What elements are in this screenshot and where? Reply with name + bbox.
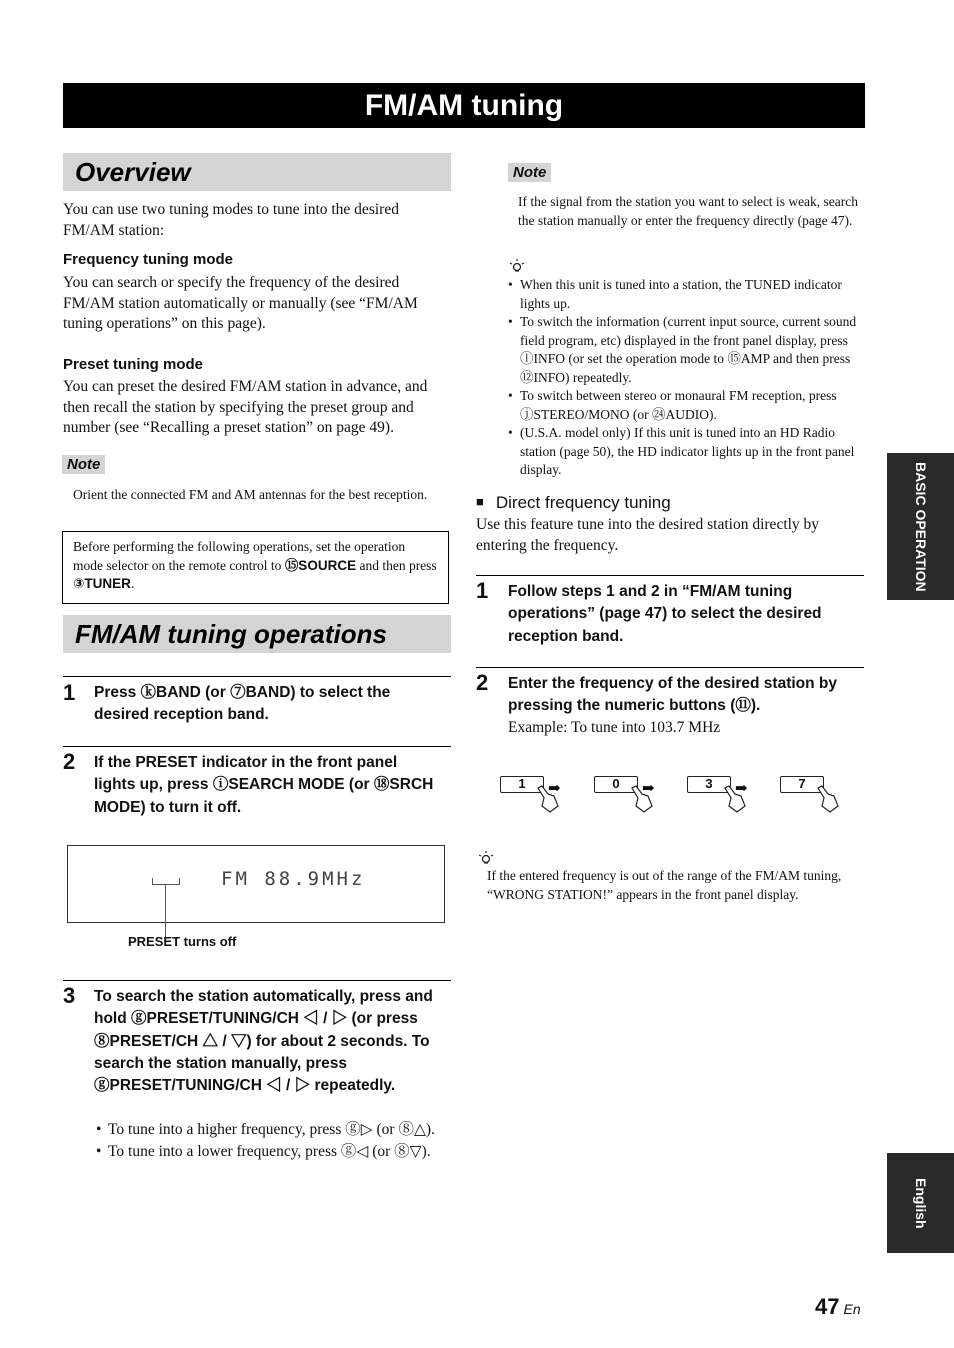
direct-step-2-text: Enter the frequency of the desired station by pressing the numeric buttons (⑪). [508, 675, 838, 715]
list-item: • To tune into a lower frequency, press ⓖ◁ (or ⑧▽). [96, 1142, 441, 1163]
display-readout: FM 88.9MHz [221, 868, 366, 890]
list-item: • To tune into a higher frequency, press ⓖ▷ (or ⑧△). [96, 1120, 441, 1141]
box-text-2: and then press [356, 557, 437, 573]
direct-tuning-heading: ■ Direct frequency tuning [476, 493, 671, 512]
pointing-hand-icon [814, 784, 840, 814]
arrow-right-icon: ➡ [735, 781, 748, 797]
pointing-hand-icon [534, 784, 560, 814]
numeric-key-3: 3 [687, 776, 731, 793]
tip-bulb-icon [477, 850, 495, 866]
source-key-label: ⑮SOURCE [284, 557, 357, 573]
list-item: • (U.S.A. model only) If this unit is tuned into an HD Radio station (page 50), the HD indicator lights up in the front panel display. [508, 424, 864, 480]
page-title: FM/AM tuning [63, 83, 865, 128]
list-item: • To switch the information (current input source, current sound field program, etc) displayed in the front panel display, press ⓛINFO (or set the operation mode to ⑮AMP and then press ⑫INFO) repeatedly. [508, 313, 864, 387]
pointing-hand-icon [721, 784, 747, 814]
pointing-hand-icon [628, 784, 654, 814]
preset-mode-heading: Preset tuning mode [63, 356, 204, 373]
numeric-key-7: 7 [780, 776, 824, 793]
arrow-right-icon: ➡ [548, 781, 561, 797]
step-number: 1 [476, 578, 489, 603]
box-text-3: . [130, 576, 135, 591]
display-caption: PRESET turns off [128, 934, 237, 949]
freq-mode-heading: Frequency tuning mode [63, 251, 234, 268]
operations-heading: FM/AM tuning operations [63, 615, 451, 653]
freq-mode-text: You can search or specify the frequency of the desired FM/AM station automatically or manually (see “FM/AM tuning operations” on this page). [63, 274, 418, 332]
tips-list [508, 276, 864, 480]
step-number: 3 [63, 983, 76, 1008]
note-label: Note [62, 455, 105, 474]
numeric-key-1: 1 [500, 776, 544, 793]
direct-step-1-text: Follow steps 1 and 2 in “FM/AM tuning operations” (page 47) to select the desired reception band. [508, 583, 822, 645]
step-3-bullets [96, 1120, 441, 1162]
direct-tuning-text: Use this feature tune into the desired station directly by entering the frequency. [476, 516, 820, 554]
step-divider [63, 980, 451, 981]
list-item: • When this unit is tuned into a station, the TUNED indicator lights up. [508, 276, 864, 313]
step-1-text: Press ⓚBAND (or ⑦BAND) to select the desired reception band. [94, 684, 391, 724]
callout-line [165, 884, 166, 939]
front-panel-display [67, 845, 445, 923]
example-text: Example: To tune into 103.7 MHz [508, 719, 721, 736]
tip-text: If the entered frequency is out of the range of the FM/AM tuning, “WRONG STATION!” appears in the front panel display. [487, 868, 842, 902]
language-tab: English [887, 1153, 954, 1253]
page-number: 47 En [815, 1294, 861, 1319]
step-divider [63, 746, 451, 747]
numeric-key-0: 0 [594, 776, 638, 793]
step-divider [476, 575, 864, 576]
overview-heading: Overview [63, 153, 451, 191]
square-bullet-icon: ■ [476, 494, 484, 509]
preset-indicator-bracket [152, 878, 180, 885]
key-sequence [500, 772, 845, 817]
arrow-right-icon: ➡ [642, 781, 655, 797]
remote-mode-box [62, 531, 449, 604]
tip-bulb-icon [508, 258, 526, 274]
step-number: 2 [63, 749, 76, 774]
step-2-text: If the PRESET indicator in the front panel lights up, press ⓘSEARCH MODE (or ⑱SRCH MODE) to turn it off. [94, 754, 434, 816]
list-item: • To switch between stereo or monaural FM reception, press ⓙSTEREO/MONO (or ㉔AUDIO). [508, 387, 864, 424]
preset-mode-text: You can preset the desired FM/AM station in advance, and then recall the station by specifying the preset group and number (see “Recalling a preset station” on page 49). [63, 378, 428, 436]
step-3-text: To search the station automatically, press and hold ⓖPRESET/TUNING/CH ◁ / ▷ (or press ⑧PRESET/CH △ / ▽) for about 2 seconds. To search the station manually, press ⓖPRESET/TUNING/CH ◁ / ▷ repeatedly. [94, 988, 433, 1095]
step-number: 1 [63, 680, 76, 705]
step-number: 2 [476, 670, 489, 695]
box-text-1: Before performing the following operations, set the operation mode selector on the remote control to [73, 539, 406, 573]
tuner-key-label: ③TUNER [73, 576, 131, 591]
section-tab-basic-operation: BASIC OPERATION [887, 453, 954, 600]
note-label: Note [508, 163, 551, 182]
step-divider [476, 667, 864, 668]
note-text: If the signal from the station you want to select is weak, search the station manually or enter the frequency directly (page 47). [518, 194, 859, 228]
note-text: Orient the connected FM and AM antennas for the best reception. [73, 487, 428, 502]
overview-intro: You can use two tuning modes to tune into the desired FM/AM station: [63, 201, 399, 239]
step-divider [63, 676, 451, 677]
